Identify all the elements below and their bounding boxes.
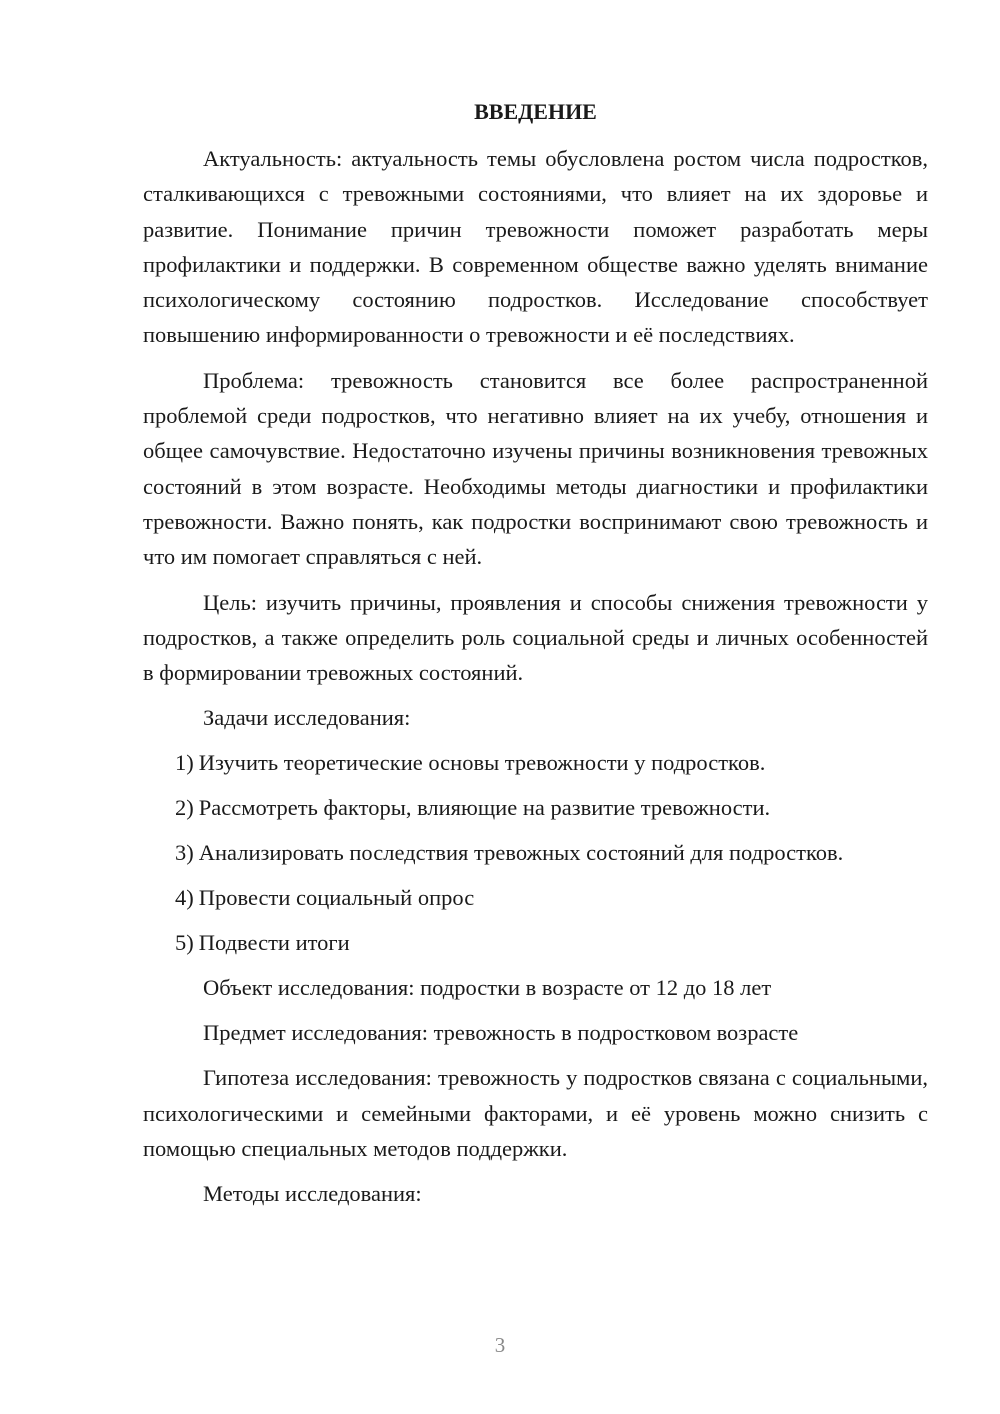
page-content xyxy=(143,95,928,1221)
task-number: 1) xyxy=(175,750,194,776)
task-number: 4) xyxy=(175,885,194,911)
page-title: ВВЕДЕНИЕ xyxy=(474,99,597,124)
paragraph-problem: Проблема: тревожность становится все более распространенной проблемой среди подростков, что негативно влияет на их учебу, отношения и общее самочувствие. Недостаточно изучены причины возникновения тревожных состояний в этом возрасте. Необходимы методы диагностики и профилактики тревожности. Важно понять, как подростки воспринимают свою тревожность и что им помогает справляться с ней. xyxy=(143,367,928,570)
methods-heading: Методы исследования: xyxy=(203,1181,422,1207)
research-object: Объект исследования: подростки в возрасте от 12 до 18 лет xyxy=(203,975,772,1001)
task-text: Анализировать последствия тревожных состояний для подростков. xyxy=(198,840,844,866)
task-text: Рассмотреть факторы, влияющие на развитие тревожности. xyxy=(198,795,771,821)
task-item xyxy=(143,790,928,825)
page-number: 3 xyxy=(494,1333,506,1357)
task-number: 2) xyxy=(175,795,194,821)
task-number: 3) xyxy=(175,840,194,866)
research-hypothesis: Гипотеза исследования: тревожность у подростков связана с социальными, психологическими и семейными факторами, и её уровень можно снизить с помощью специальных методов поддержки. xyxy=(143,1065,928,1162)
task-item xyxy=(143,835,928,870)
task-text: Провести социальный опрос xyxy=(198,885,475,911)
paragraph-relevance: Актуальность: актуальность темы обусловлена ростом числа подростков, сталкивающихся с тревожными состояниями, что влияет на их здоровье и развитие. Понимание причин тревожности поможет разработать меры профилактики и поддержки. В современном обществе важно уделять внимание психологическому состоянию подростков. Исследование способствует повышению информированности о тревожности и её последствиях. xyxy=(143,146,928,348)
task-number: 5) xyxy=(175,930,194,956)
task-item xyxy=(143,880,928,915)
task-text: Подвести итоги xyxy=(198,930,350,956)
task-item xyxy=(143,925,928,960)
task-item xyxy=(143,745,928,780)
research-subject: Предмет исследования: тревожность в подростковом возрасте xyxy=(203,1020,799,1046)
task-text: Изучить теоретические основы тревожности у подростков. xyxy=(198,750,766,776)
paragraph-goal: Цель: изучить причины, проявления и способы снижения тревожности у подростков, а также определить роль социальной среды и личных особенностей в формировании тревожных состояний. xyxy=(143,589,928,686)
tasks-heading: Задачи исследования: xyxy=(203,705,411,731)
